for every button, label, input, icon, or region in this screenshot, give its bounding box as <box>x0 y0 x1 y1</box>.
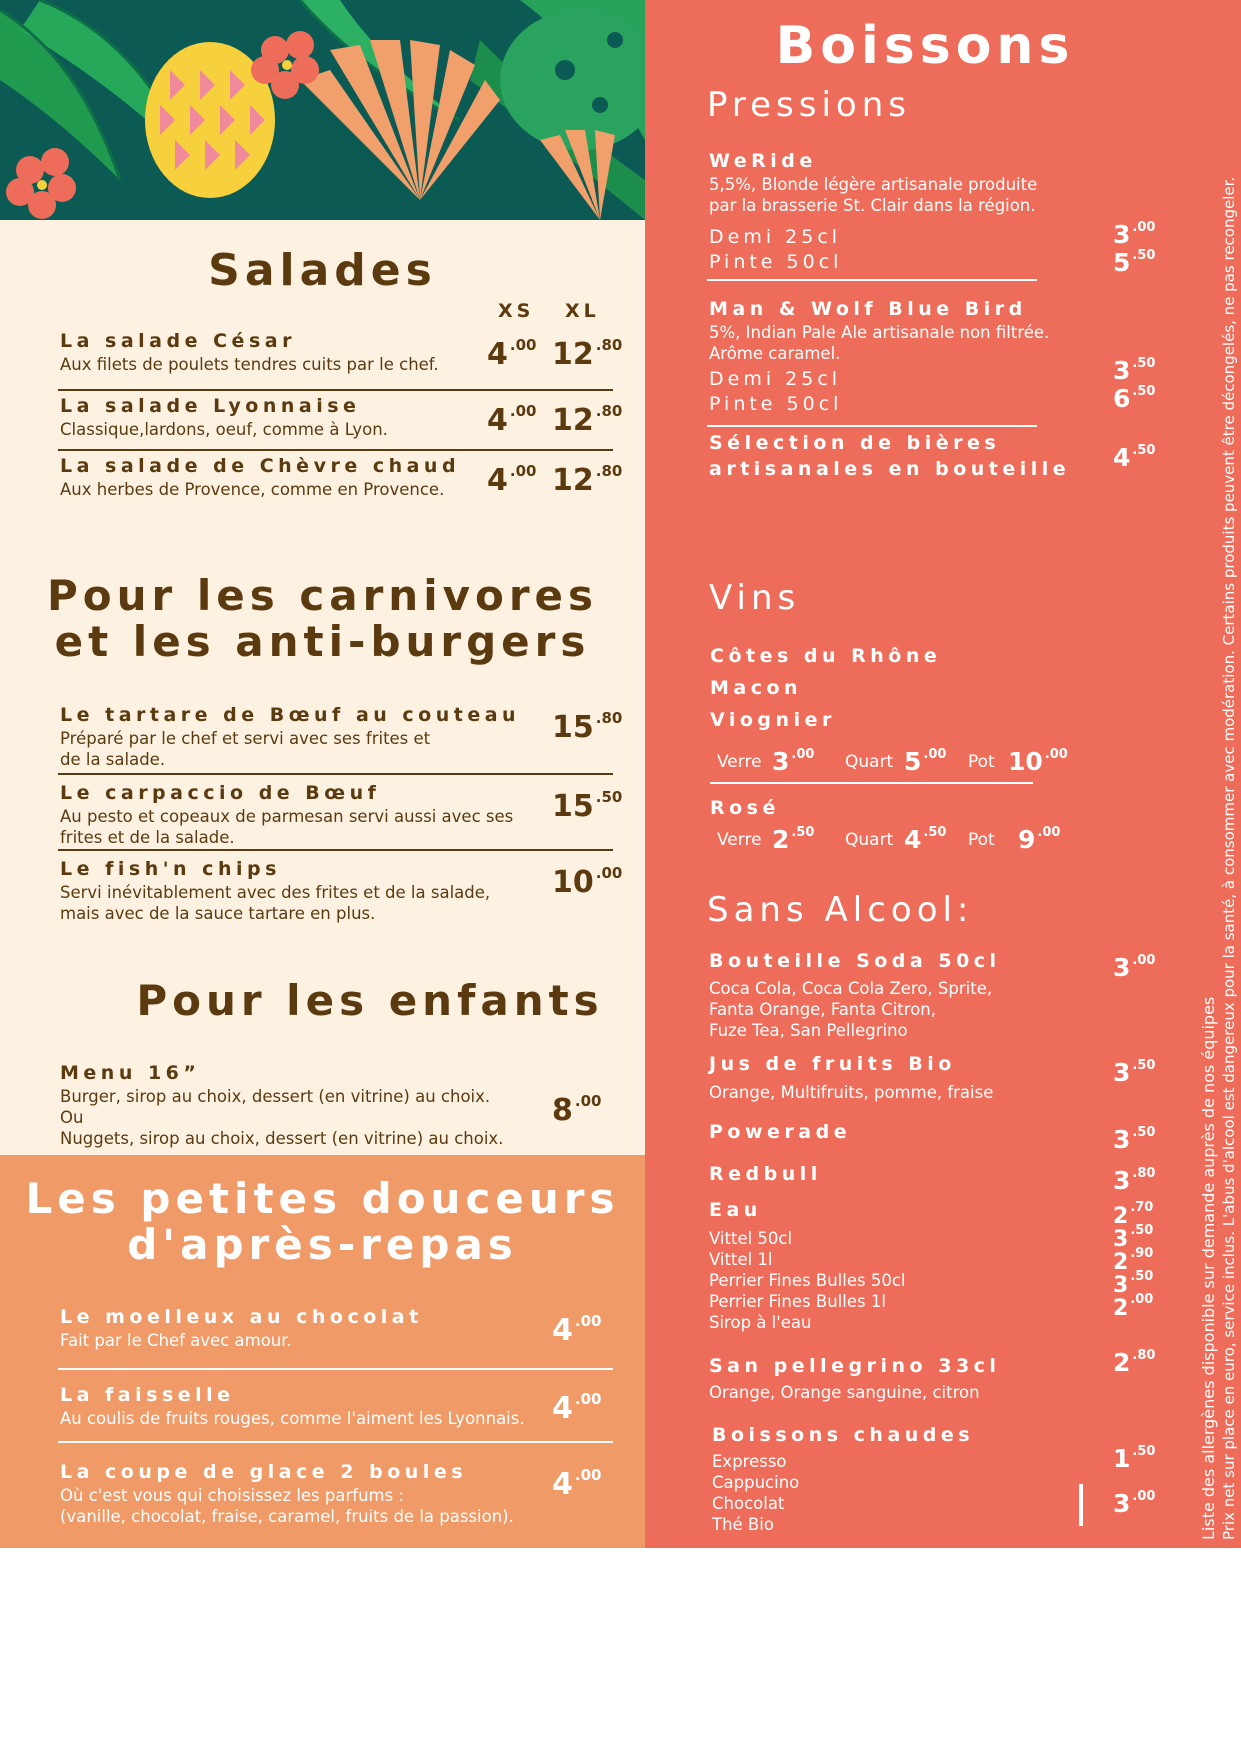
tropical-illustration <box>0 0 645 220</box>
tropical-leaves-pineapple-illustration <box>0 0 645 220</box>
manwolf-demi-price: 3 $^{.50}$ <box>1113 356 1156 385</box>
eau-vittel-50cl: Vittel 50cl <box>709 1229 793 1248</box>
sans-alcool-title: Sans Alcool: <box>707 890 974 930</box>
salade-chevre-xs-price: 4 $^{.00}$ <box>487 462 537 498</box>
pressions-title: Pressions <box>707 85 911 125</box>
divider <box>707 279 1037 281</box>
divider <box>58 449 613 451</box>
divider <box>58 1441 613 1443</box>
eau-vittel-1l-price: 3 $^{.50}$ <box>1113 1223 1154 1252</box>
carnivores-title-line1: Pour les carnivores <box>46 571 599 620</box>
soda-price: 3 $^{.00}$ <box>1113 953 1156 982</box>
weride-demi-label: Demi 25cl <box>709 226 842 248</box>
bracket-bar <box>1079 1484 1083 1526</box>
jus-name: Jus de fruits Bio <box>709 1053 956 1075</box>
selection-price: 4 $^{.50}$ <box>1113 443 1156 472</box>
tartare-price: 15 $^{.80}$ <box>552 709 623 745</box>
salade-chevre-name: La salade de Chèvre chaud <box>60 455 461 477</box>
chaudes-chocolat: Chocolat <box>712 1494 785 1513</box>
menu16-desc-line2: Ou <box>60 1108 84 1127</box>
divider <box>707 425 1037 427</box>
salade-cesar-desc: Aux filets de poulets tendres cuits par le chef. <box>60 355 439 374</box>
eau-perrier-50cl: Perrier Fines Bulles 50cl <box>709 1271 906 1290</box>
salade-cesar-xl-price: 12 $^{.80}$ <box>552 336 623 372</box>
douceurs-title <box>0 1176 645 1268</box>
manwolf-desc-line1: 5%, Indian Pale Ale artisanale non filtrée. <box>709 323 1050 342</box>
moelleux-name: Le moelleux au chocolat <box>60 1306 423 1328</box>
rouge-verre-label: Verre <box>717 752 762 772</box>
rose-pot-label: Pot <box>968 830 995 850</box>
salade-chevre-desc: Aux herbes de Provence, comme en Provence. <box>60 480 445 499</box>
glace-desc-line2: (vanille, chocolat, fraise, caramel, fruits de la passion). <box>60 1507 514 1526</box>
expresso-price: 1 $^{.50}$ <box>1113 1444 1156 1473</box>
redbull-price: 3 $^{.80}$ <box>1113 1166 1156 1195</box>
powerade-name: Powerade <box>709 1121 852 1143</box>
salades-title: Salades <box>208 245 437 296</box>
divider <box>58 849 613 851</box>
weride-pinte-label: Pinte 50cl <box>709 251 843 273</box>
rose-quart-price: 4 $^{.50}$ <box>904 825 947 854</box>
carpaccio-desc-line2: frites et de la salade. <box>60 828 235 847</box>
eau-perrier-1l: Perrier Fines Bulles 1l <box>709 1292 886 1311</box>
fishnchips-desc-line1: Servi inévitablement avec des frites et de la salade, <box>60 883 491 902</box>
weride-demi-price: 3 $^{.00}$ <box>1113 220 1156 249</box>
carnivores-title <box>0 573 645 665</box>
jus-desc: Orange, Multifruits, pomme, fraise <box>709 1083 994 1102</box>
rose-name: Rosé <box>710 797 780 819</box>
carnivores-title-line2: et les anti-burgers <box>54 617 591 666</box>
carpaccio-price: 15 $^{.50}$ <box>552 788 623 824</box>
salade-lyonnaise-xl-price: 12 $^{.80}$ <box>552 402 623 438</box>
douceurs-title-line1: Les petites douceurs <box>25 1174 620 1223</box>
menu16-price: 8 $^{.00}$ <box>552 1092 602 1128</box>
chaudes-title: Boissons chaudes <box>712 1424 975 1446</box>
eau-sirop-price: 2 $^{.00}$ <box>1113 1292 1154 1321</box>
divider <box>58 389 613 391</box>
soda-desc-line1: Coca Cola, Coca Cola Zero, Sprite, <box>709 979 993 998</box>
carpaccio-name: Le carpaccio de Bœuf <box>60 782 381 804</box>
sanpellegrino-name: San pellegrino 33cl <box>709 1355 1001 1377</box>
powerade-price: 3 $^{.50}$ <box>1113 1125 1156 1154</box>
side-note-prices-alcohol: Prix net sur place en euro, service inclus. L'abus d'alcool est dangereux pour la santé, à consommer avec modération. Certains produits peuvent être décongelés, ne pas recongeler. <box>1220 176 1238 1540</box>
eau-perrier-1l-price: 3 $^{.50}$ <box>1113 1269 1154 1298</box>
tartare-name: Le tartare de Bœuf au couteau <box>60 704 521 726</box>
side-note-allergens: Liste des allergènes disponible sur demande auprès de nos équipes <box>1199 996 1218 1540</box>
eau-name: Eau <box>709 1199 762 1221</box>
divider <box>58 773 613 775</box>
salade-chevre-xl-price: 12 $^{.80}$ <box>552 462 623 498</box>
tartare-desc-line2: de la salade. <box>60 750 166 769</box>
carpaccio-desc-line1: Au pesto et copeaux de parmesan servi aussi avec ses <box>60 807 514 826</box>
manwolf-pinte-label: Pinte 50cl <box>709 393 843 415</box>
sanpellegrino-desc: Orange, Orange sanguine, citron <box>709 1383 980 1402</box>
faisselle-name: La faisselle <box>60 1384 235 1406</box>
rose-pot-price: 9 $^{.00}$ <box>1018 825 1061 854</box>
manwolf-demi-label: Demi 25cl <box>709 368 842 390</box>
eau-vittel-50cl-price: 2 $^{.70}$ <box>1113 1200 1154 1229</box>
rose-verre-label: Verre <box>717 830 762 850</box>
glace-name: La coupe de glace 2 boules <box>60 1461 468 1483</box>
manwolf-desc-line2: Arôme caramel. <box>709 344 841 363</box>
selection-name-line2: artisanales en bouteille <box>709 458 1071 480</box>
rouge-verre-price: 3 $^{.00}$ <box>772 747 815 776</box>
soda-name: Bouteille Soda 50cl <box>709 950 1001 972</box>
salade-cesar-name: La salade César <box>60 330 296 352</box>
soda-desc-line2: Fanta Orange, Fanta Citron, <box>709 1000 936 1019</box>
weride-desc-line1: 5,5%, Blonde légère artisanale produite <box>709 175 1038 194</box>
salade-lyonnaise-desc: Classique,lardons, oeuf, comme à Lyon. <box>60 420 388 439</box>
soda-desc-line3: Fuze Tea, San Pellegrino <box>709 1021 908 1040</box>
weride-desc-line2: par la brasserie St. Clair dans la région. <box>709 196 1036 215</box>
chaudes-expresso: Expresso <box>712 1452 787 1471</box>
food-column <box>0 0 645 1548</box>
moelleux-price: 4 $^{.00}$ <box>552 1312 602 1348</box>
column-xs-label: XS <box>498 300 535 322</box>
chaudes-cappucino: Cappucino <box>712 1473 800 1492</box>
tartare-desc-line1: Préparé par le chef et servi avec ses frites et <box>60 729 431 748</box>
enfants-title: Pour les enfants <box>136 976 604 1025</box>
glace-price: 4 $^{.00}$ <box>552 1466 602 1502</box>
menu16-name: Menu 16” <box>60 1062 201 1084</box>
glace-desc-line1: Où c'est vous qui choisissez les parfums : <box>60 1486 405 1505</box>
rose-quart-label: Quart <box>845 830 894 850</box>
eau-perrier-50cl-price: 2 $^{.90}$ <box>1113 1246 1154 1275</box>
salade-lyonnaise-name: La salade Lyonnaise <box>60 395 361 417</box>
fishnchips-desc-line2: mais avec de la sauce tartare en plus. <box>60 904 376 923</box>
manwolf-pinte-price: 6 $^{.50}$ <box>1113 384 1156 413</box>
weride-name: WeRide <box>709 150 817 172</box>
vin-macon: Macon <box>710 677 803 699</box>
salade-cesar-xs-price: 4 $^{.00}$ <box>487 336 537 372</box>
faisselle-price: 4 $^{.00}$ <box>552 1390 602 1426</box>
selection-name-line1: Sélection de bières <box>709 432 1001 454</box>
weride-pinte-price: 5 $^{.50}$ <box>1113 248 1156 277</box>
douceurs-title-line2: d'après-repas <box>127 1220 518 1269</box>
chaudes-the-bio: Thé Bio <box>712 1515 774 1534</box>
divider <box>710 782 1033 784</box>
column-xl-label: XL <box>565 300 600 322</box>
rose-verre-price: 2 $^{.50}$ <box>772 825 815 854</box>
faisselle-desc: Au coulis de fruits rouges, comme l'aiment les Lyonnais. <box>60 1409 525 1428</box>
rouge-quart-price: 5 $^{.00}$ <box>904 747 947 776</box>
others-hot-price: 3 $^{.00}$ <box>1113 1489 1156 1518</box>
moelleux-desc: Fait par le Chef avec amour. <box>60 1331 292 1350</box>
rouge-pot-price: 10 $^{.00}$ <box>1008 747 1068 776</box>
vin-cotes-du-rhone: Côtes du Rhône <box>710 645 942 667</box>
boissons-title: Boissons <box>775 16 1075 76</box>
divider <box>58 1368 613 1370</box>
salade-lyonnaise-xs-price: 4 $^{.00}$ <box>487 402 537 438</box>
menu16-desc-line3: Nuggets, sirop au choix, dessert (en vitrine) au choix. <box>60 1129 504 1148</box>
manwolf-name: Man & Wolf Blue Bird <box>709 298 1027 320</box>
redbull-name: Redbull <box>709 1163 822 1185</box>
vin-viognier: Viognier <box>710 709 836 731</box>
eau-sirop: Sirop à l'eau <box>709 1313 812 1332</box>
rouge-quart-label: Quart <box>845 752 894 772</box>
rouge-pot-label: Pot <box>968 752 995 772</box>
fishnchips-name: Le fish'n chips <box>60 858 281 880</box>
menu16-desc-line1: Burger, sirop au choix, dessert (en vitrine) au choix. <box>60 1087 491 1106</box>
jus-price: 3 $^{.50}$ <box>1113 1058 1156 1087</box>
sanpellegrino-price: 2 $^{.80}$ <box>1113 1348 1156 1377</box>
eau-vittel-1l: Vittel 1l <box>709 1250 773 1269</box>
fishnchips-price: 10 $^{.00}$ <box>552 864 623 900</box>
vins-title: Vins <box>709 578 801 618</box>
